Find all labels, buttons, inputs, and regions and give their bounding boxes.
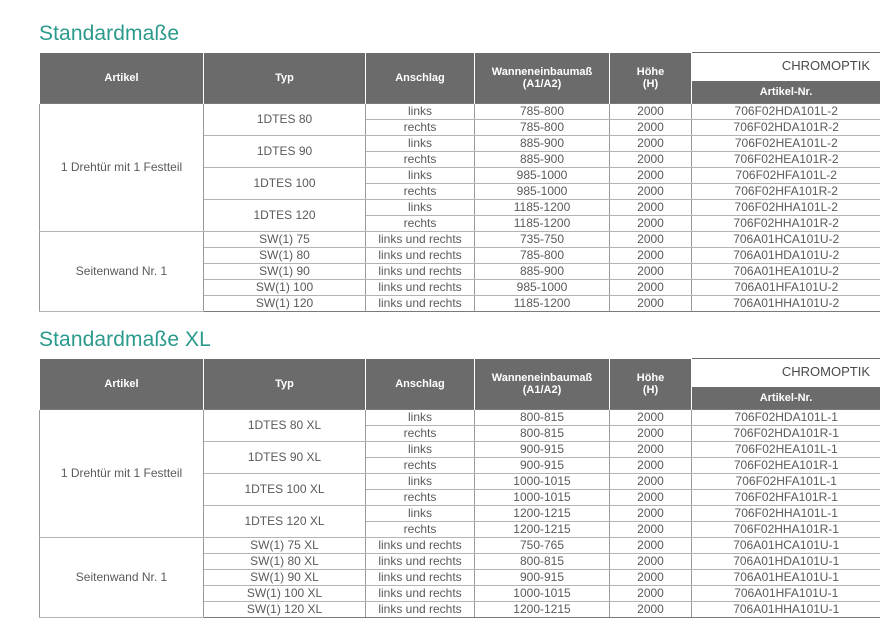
anschlag-cell: links und rechts [366,570,475,586]
artikel-nr-cell: 706A01HEA101U-1 [692,570,880,586]
artikel-nr-cell: 706A01HEA101U-2 [692,264,880,280]
artikel-nr-cell: 706A01HHA101U-1 [692,602,880,618]
header-wanne-line2: (A1/A2) [522,383,562,396]
artikel-nr-cell: 706F02HFA101R-1 [692,490,880,506]
standard-dimensions-xl-table [39,358,880,618]
artikel-nr-cell: 706F02HEA101L-2 [692,136,880,152]
einbaumass-cell: 1000-1015 [475,474,610,490]
anschlag-cell: links [366,200,475,216]
anschlag-cell: links und rechts [366,248,475,264]
header-artikel-nr: Artikel-Nr. [692,386,880,410]
hoehe-cell: 2000 [610,280,692,296]
section-title-xl: Standardmaße XL [39,328,211,351]
artikel-nr-cell: 706A01HDA101U-1 [692,554,880,570]
einbaumass-cell: 1000-1015 [475,586,610,602]
einbaumass-cell: 885-900 [475,152,610,168]
typ-cell: 1DTES 100 XL [204,474,366,506]
typ-cell: SW(1) 120 [204,296,366,312]
hoehe-cell: 2000 [610,232,692,248]
anschlag-cell: links [366,442,475,458]
header-hoehe-line1: Höhe [636,65,665,78]
hoehe-cell: 2000 [610,602,692,618]
typ-cell: SW(1) 80 XL [204,554,366,570]
typ-cell: 1DTES 120 [204,200,366,232]
typ-cell: SW(1) 90 XL [204,570,366,586]
artikel-nr-cell: 706A01HFA101U-1 [692,586,880,602]
anschlag-cell: links und rechts [366,586,475,602]
anschlag-cell: links und rechts [366,554,475,570]
hoehe-cell: 2000 [610,554,692,570]
header-artikel: Artikel [40,53,204,104]
hoehe-cell: 2000 [610,458,692,474]
table-row [40,232,880,248]
artikel-nr-cell: 706A01HFA101U-2 [692,280,880,296]
einbaumass-cell: 985-1000 [475,168,610,184]
einbaumass-cell: 800-815 [475,410,610,426]
artikel-nr-cell: 706F02HEA101L-1 [692,442,880,458]
einbaumass-cell: 900-915 [475,442,610,458]
artikel-nr-cell: 706F02HDA101R-1 [692,426,880,442]
hoehe-cell: 2000 [610,586,692,602]
einbaumass-cell: 1200-1215 [475,602,610,618]
header-hoehe-line1: Höhe [636,371,665,384]
artikel-nr-cell: 706F02HHA101L-1 [692,506,880,522]
table-row [40,538,880,554]
hoehe-cell: 2000 [610,538,692,554]
header-hoehe-line2: (H) [642,383,659,396]
artikel-nr-cell: 706F02HEA101R-1 [692,458,880,474]
typ-cell: 1DTES 80 XL [204,410,366,442]
hoehe-cell: 2000 [610,200,692,216]
hoehe-cell: 2000 [610,168,692,184]
table-body [40,104,880,312]
einbaumass-cell: 800-815 [475,554,610,570]
typ-cell: SW(1) 75 XL [204,538,366,554]
einbaumass-cell: 885-900 [475,264,610,280]
hoehe-cell: 2000 [610,264,692,280]
typ-cell: SW(1) 75 [204,232,366,248]
hoehe-cell: 2000 [610,216,692,232]
einbaumass-cell: 985-1000 [475,280,610,296]
hoehe-cell: 2000 [610,184,692,200]
table-row [40,104,880,120]
hoehe-cell: 2000 [610,136,692,152]
artikel-cell: Seitenwand Nr. 1 [40,538,204,618]
header-artikel-nr: Artikel-Nr. [692,80,880,104]
anschlag-cell: rechts [366,522,475,538]
header-anschlag: Anschlag [366,53,475,104]
anschlag-cell: links [366,168,475,184]
typ-cell: SW(1) 90 [204,264,366,280]
header-anschlag: Anschlag [366,359,475,410]
artikel-cell: 1 Drehtür mit 1 Festteil [40,410,204,538]
anschlag-cell: links und rechts [366,264,475,280]
anschlag-cell: links und rechts [366,296,475,312]
anschlag-cell: links [366,104,475,120]
einbaumass-cell: 1200-1215 [475,506,610,522]
anschlag-cell: rechts [366,490,475,506]
anschlag-cell: links und rechts [366,232,475,248]
anschlag-cell: links und rechts [366,280,475,296]
header-hoehe [610,359,692,410]
einbaumass-cell: 1200-1215 [475,522,610,538]
hoehe-cell: 2000 [610,426,692,442]
anschlag-cell: links [366,506,475,522]
artikel-nr-cell: 706F02HHA101R-1 [692,522,880,538]
header-brand-chromoptik: CHROMOPTIK [692,359,880,386]
header-wanneneinbaumass [475,359,610,410]
artikel-nr-cell: 706F02HHA101L-2 [692,200,880,216]
artikel-nr-cell: 706F02HFA101L-2 [692,168,880,184]
header-wanne-line2: (A1/A2) [522,77,562,90]
hoehe-cell: 2000 [610,506,692,522]
einbaumass-cell: 800-815 [475,426,610,442]
typ-cell: SW(1) 100 [204,280,366,296]
typ-cell: SW(1) 80 [204,248,366,264]
anschlag-cell: rechts [366,120,475,136]
anschlag-cell: rechts [366,216,475,232]
typ-cell: 1DTES 90 [204,136,366,168]
typ-cell: 1DTES 120 XL [204,506,366,538]
artikel-nr-cell: 706F02HDA101L-2 [692,104,880,120]
artikel-nr-cell: 706F02HHA101R-2 [692,216,880,232]
artikel-nr-cell: 706F02HDA101R-2 [692,120,880,136]
hoehe-cell: 2000 [610,570,692,586]
hoehe-cell: 2000 [610,152,692,168]
artikel-nr-cell: 706A01HCA101U-1 [692,538,880,554]
hoehe-cell: 2000 [610,296,692,312]
artikel-cell: 1 Drehtür mit 1 Festteil [40,104,204,232]
header-wanneneinbaumass [475,53,610,104]
header-brand-chromoptik: CHROMOPTIK [692,53,880,80]
header-hoehe [610,53,692,104]
artikel-nr-cell: 706F02HEA101R-2 [692,152,880,168]
einbaumass-cell: 1185-1200 [475,200,610,216]
artikel-nr-cell: 706F02HFA101R-2 [692,184,880,200]
typ-cell: SW(1) 120 XL [204,602,366,618]
table-body [40,410,880,618]
anschlag-cell: rechts [366,152,475,168]
anschlag-cell: rechts [366,184,475,200]
artikel-nr-cell: 706A01HCA101U-2 [692,232,880,248]
header-wanne-line1: Wanneneinbaumaß [491,371,593,384]
einbaumass-cell: 900-915 [475,570,610,586]
hoehe-cell: 2000 [610,522,692,538]
hoehe-cell: 2000 [610,410,692,426]
hoehe-cell: 2000 [610,120,692,136]
artikel-nr-cell: 706A01HDA101U-2 [692,248,880,264]
artikel-nr-cell: 706F02HFA101L-1 [692,474,880,490]
hoehe-cell: 2000 [610,474,692,490]
anschlag-cell: links und rechts [366,602,475,618]
artikel-cell: Seitenwand Nr. 1 [40,232,204,312]
einbaumass-cell: 785-800 [475,104,610,120]
section-title: Standardmaße [39,22,180,45]
standard-dimensions-table [39,52,880,312]
einbaumass-cell: 985-1000 [475,184,610,200]
header-typ: Typ [204,359,366,410]
anschlag-cell: links [366,410,475,426]
einbaumass-cell: 785-800 [475,248,610,264]
einbaumass-cell: 735-750 [475,232,610,248]
einbaumass-cell: 785-800 [475,120,610,136]
typ-cell: 1DTES 90 XL [204,442,366,474]
anschlag-cell: rechts [366,426,475,442]
header-typ: Typ [204,53,366,104]
typ-cell: 1DTES 100 [204,168,366,200]
einbaumass-cell: 1185-1200 [475,296,610,312]
einbaumass-cell: 750-765 [475,538,610,554]
hoehe-cell: 2000 [610,442,692,458]
table-row [40,410,880,426]
header-wanne-line1: Wanneneinbaumaß [491,65,593,78]
einbaumass-cell: 1000-1015 [475,490,610,506]
typ-cell: 1DTES 80 [204,104,366,136]
anschlag-cell: links [366,474,475,490]
einbaumass-cell: 900-915 [475,458,610,474]
header-artikel: Artikel [40,359,204,410]
artikel-nr-cell: 706A01HHA101U-2 [692,296,880,312]
artikel-nr-cell: 706F02HDA101L-1 [692,410,880,426]
anschlag-cell: links [366,136,475,152]
einbaumass-cell: 885-900 [475,136,610,152]
hoehe-cell: 2000 [610,490,692,506]
typ-cell: SW(1) 100 XL [204,586,366,602]
hoehe-cell: 2000 [610,248,692,264]
anschlag-cell: links und rechts [366,538,475,554]
hoehe-cell: 2000 [610,104,692,120]
header-hoehe-line2: (H) [642,77,659,90]
einbaumass-cell: 1185-1200 [475,216,610,232]
anschlag-cell: rechts [366,458,475,474]
